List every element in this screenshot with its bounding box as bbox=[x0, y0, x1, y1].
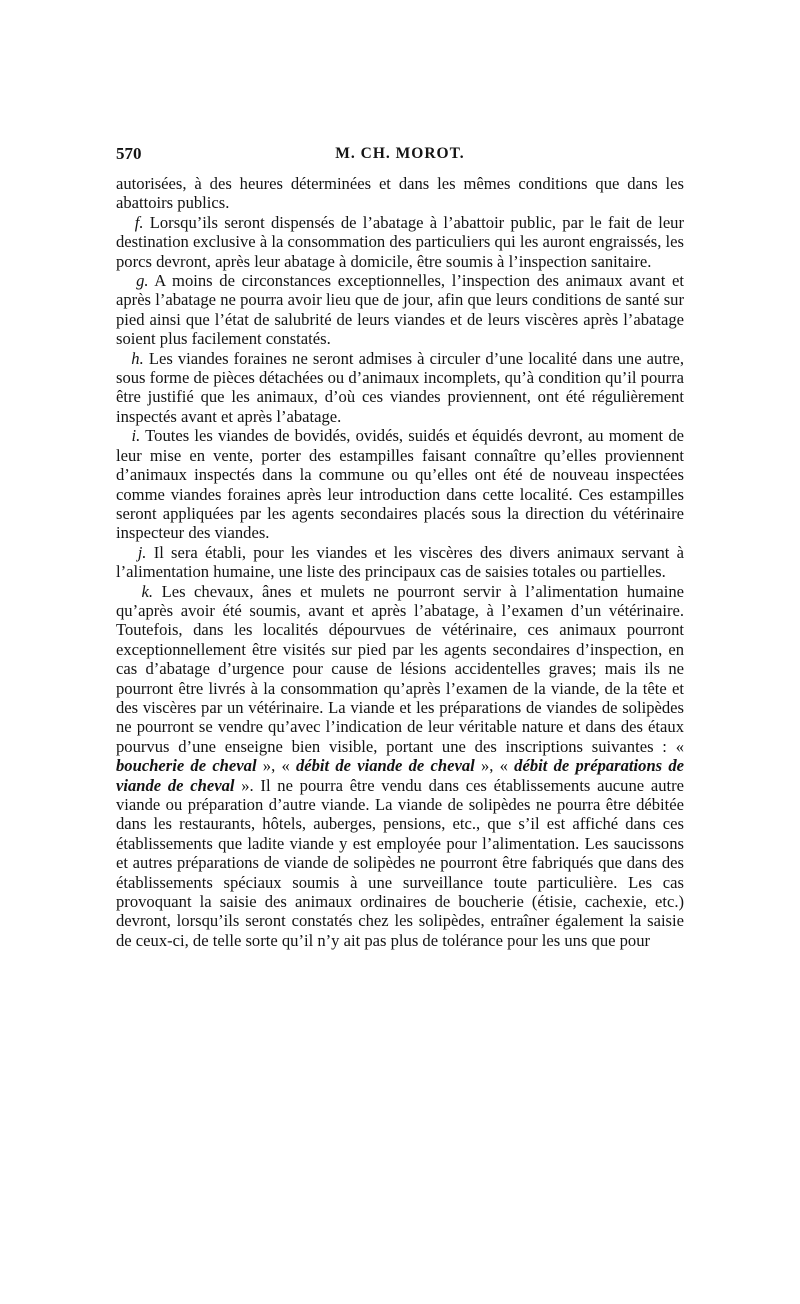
running-head: M. CH. MOROT. bbox=[335, 145, 465, 162]
page-header bbox=[116, 140, 684, 164]
paragraph-k: k. Les chevaux, ânes et mulets ne pourront servir à l’alimentation humaine qu’après avoir été soumis, avant et après l’abatage, à l’examen d’un vétérinaire. Toutefois, dans les localités dépourvues de vétérinaire, ces animaux pourront exceptionnellement être visités sur pied par les agents secondaires d’inspection, en cas d’abatage d’urgence pour cause de lésions accidentelles graves; mais ils ne pourront être livrés à la consommation qu’après l’examen de la viande, de la tête et des viscères par un vétérinaire. La viande et les préparations de viandes de solipèdes ne pourront se vendre qu’avec l’indication de leur véritable nature et dans des étaux pourvus d’une enseigne bien visible, portant une des inscriptions suivantes : « boucherie de cheval », « débit de viande de cheval », « débit de préparations de viande de cheval ». Il ne pourra être vendu dans ces établissements aucune autre viande ou préparation d’autre viande. La viande de solipèdes ne pourra être débitée dans les restaurants, hôtels, auberges, pensions, etc., que s’il est affiché dans ces établissements que ladite viande y est employée pour l’alimentation. Les saucissons et autres préparations de viande de solipèdes ne pourront être fabriqués que dans des établissements spéciaux soumis à une surveillance toute particulière. Les cas provoquant la saisie des animaux ordinaires de boucherie (étisie, cachexie, etc.) devront, lorsqu’ils seront constatés chez les solipèdes, entraîner également la saisie de ceux-ci, de telle sorte qu’il n’y ait pas plus de tolérance pour les uns que pour bbox=[116, 581, 685, 950]
paragraph-letter: k. bbox=[141, 581, 154, 601]
inscription-1: boucherie de cheval bbox=[116, 756, 257, 776]
paragraph-letter: h. bbox=[131, 348, 144, 368]
paragraph-continuation: autorisées, à des heures déterminées et dans les mêmes conditions que dans les abattoirs publics. bbox=[116, 174, 684, 213]
paragraph-g: g. A moins de circonstances exceptionnelles, l’inspection des animaux avant et après l’abatage ne pourra avoir lieu que de jour, afin que leurs conditions de santé sur pied ainsi que l’état de salubrité de leurs viandes et de leurs viscères après l’abatage soient plus facilement constatés. bbox=[116, 271, 685, 349]
inscription-2: débit de viande de cheval bbox=[295, 756, 475, 776]
paragraph-letter: j. bbox=[137, 542, 147, 562]
paragraph-j: j. Il sera établi, pour les viandes et les viscères des divers animaux servant à l’alimentation humaine, une liste des principaux cas de saisies totales ou partielles. bbox=[116, 542, 684, 582]
paragraph-letter: g. bbox=[136, 271, 149, 291]
paragraph-f: f. Lorsqu’ils seront dispensés de l’abatage à l’abattoir public, par le fait de leur destination exclusive à la consommation des particuliers qui les auront engraissés, les porcs devront, après leur abatage à domicile, être soumis à l’inspection sanitaire. bbox=[116, 212, 685, 271]
paragraph-h: h. Les viandes foraines ne seront admises à circuler d’une localité dans une autre, sous forme de pièces détachées ou d’animaux incomplets, qu’à condition qu’il pourra être justifié que les animaux, d’où ces viandes proviennent, ont été régulièrement inspectés avant et après l’abatage. bbox=[116, 348, 684, 426]
inscription-3: débit de préparations de viande de cheval bbox=[116, 756, 685, 795]
document-page bbox=[116, 140, 684, 950]
paragraph-letter: f. bbox=[134, 212, 144, 232]
paragraph-i: i. Toutes les viandes de bovidés, ovidés, suidés et équidés devront, au moment de leur mise en vente, porter des estampilles faisant connaître qu’elles proviennent d’animaux inspectés dans la commune ou qu’elles ont été de nouveau inspectées comme viandes foraines après leur introduction dans cette localité. Ces estampilles seront appliquées par les agents secondaires placés sous la direction du vétérinaire inspecteur des viandes. bbox=[116, 426, 684, 543]
page-number: 570 bbox=[116, 144, 142, 163]
paragraph-letter: i. bbox=[131, 426, 141, 446]
